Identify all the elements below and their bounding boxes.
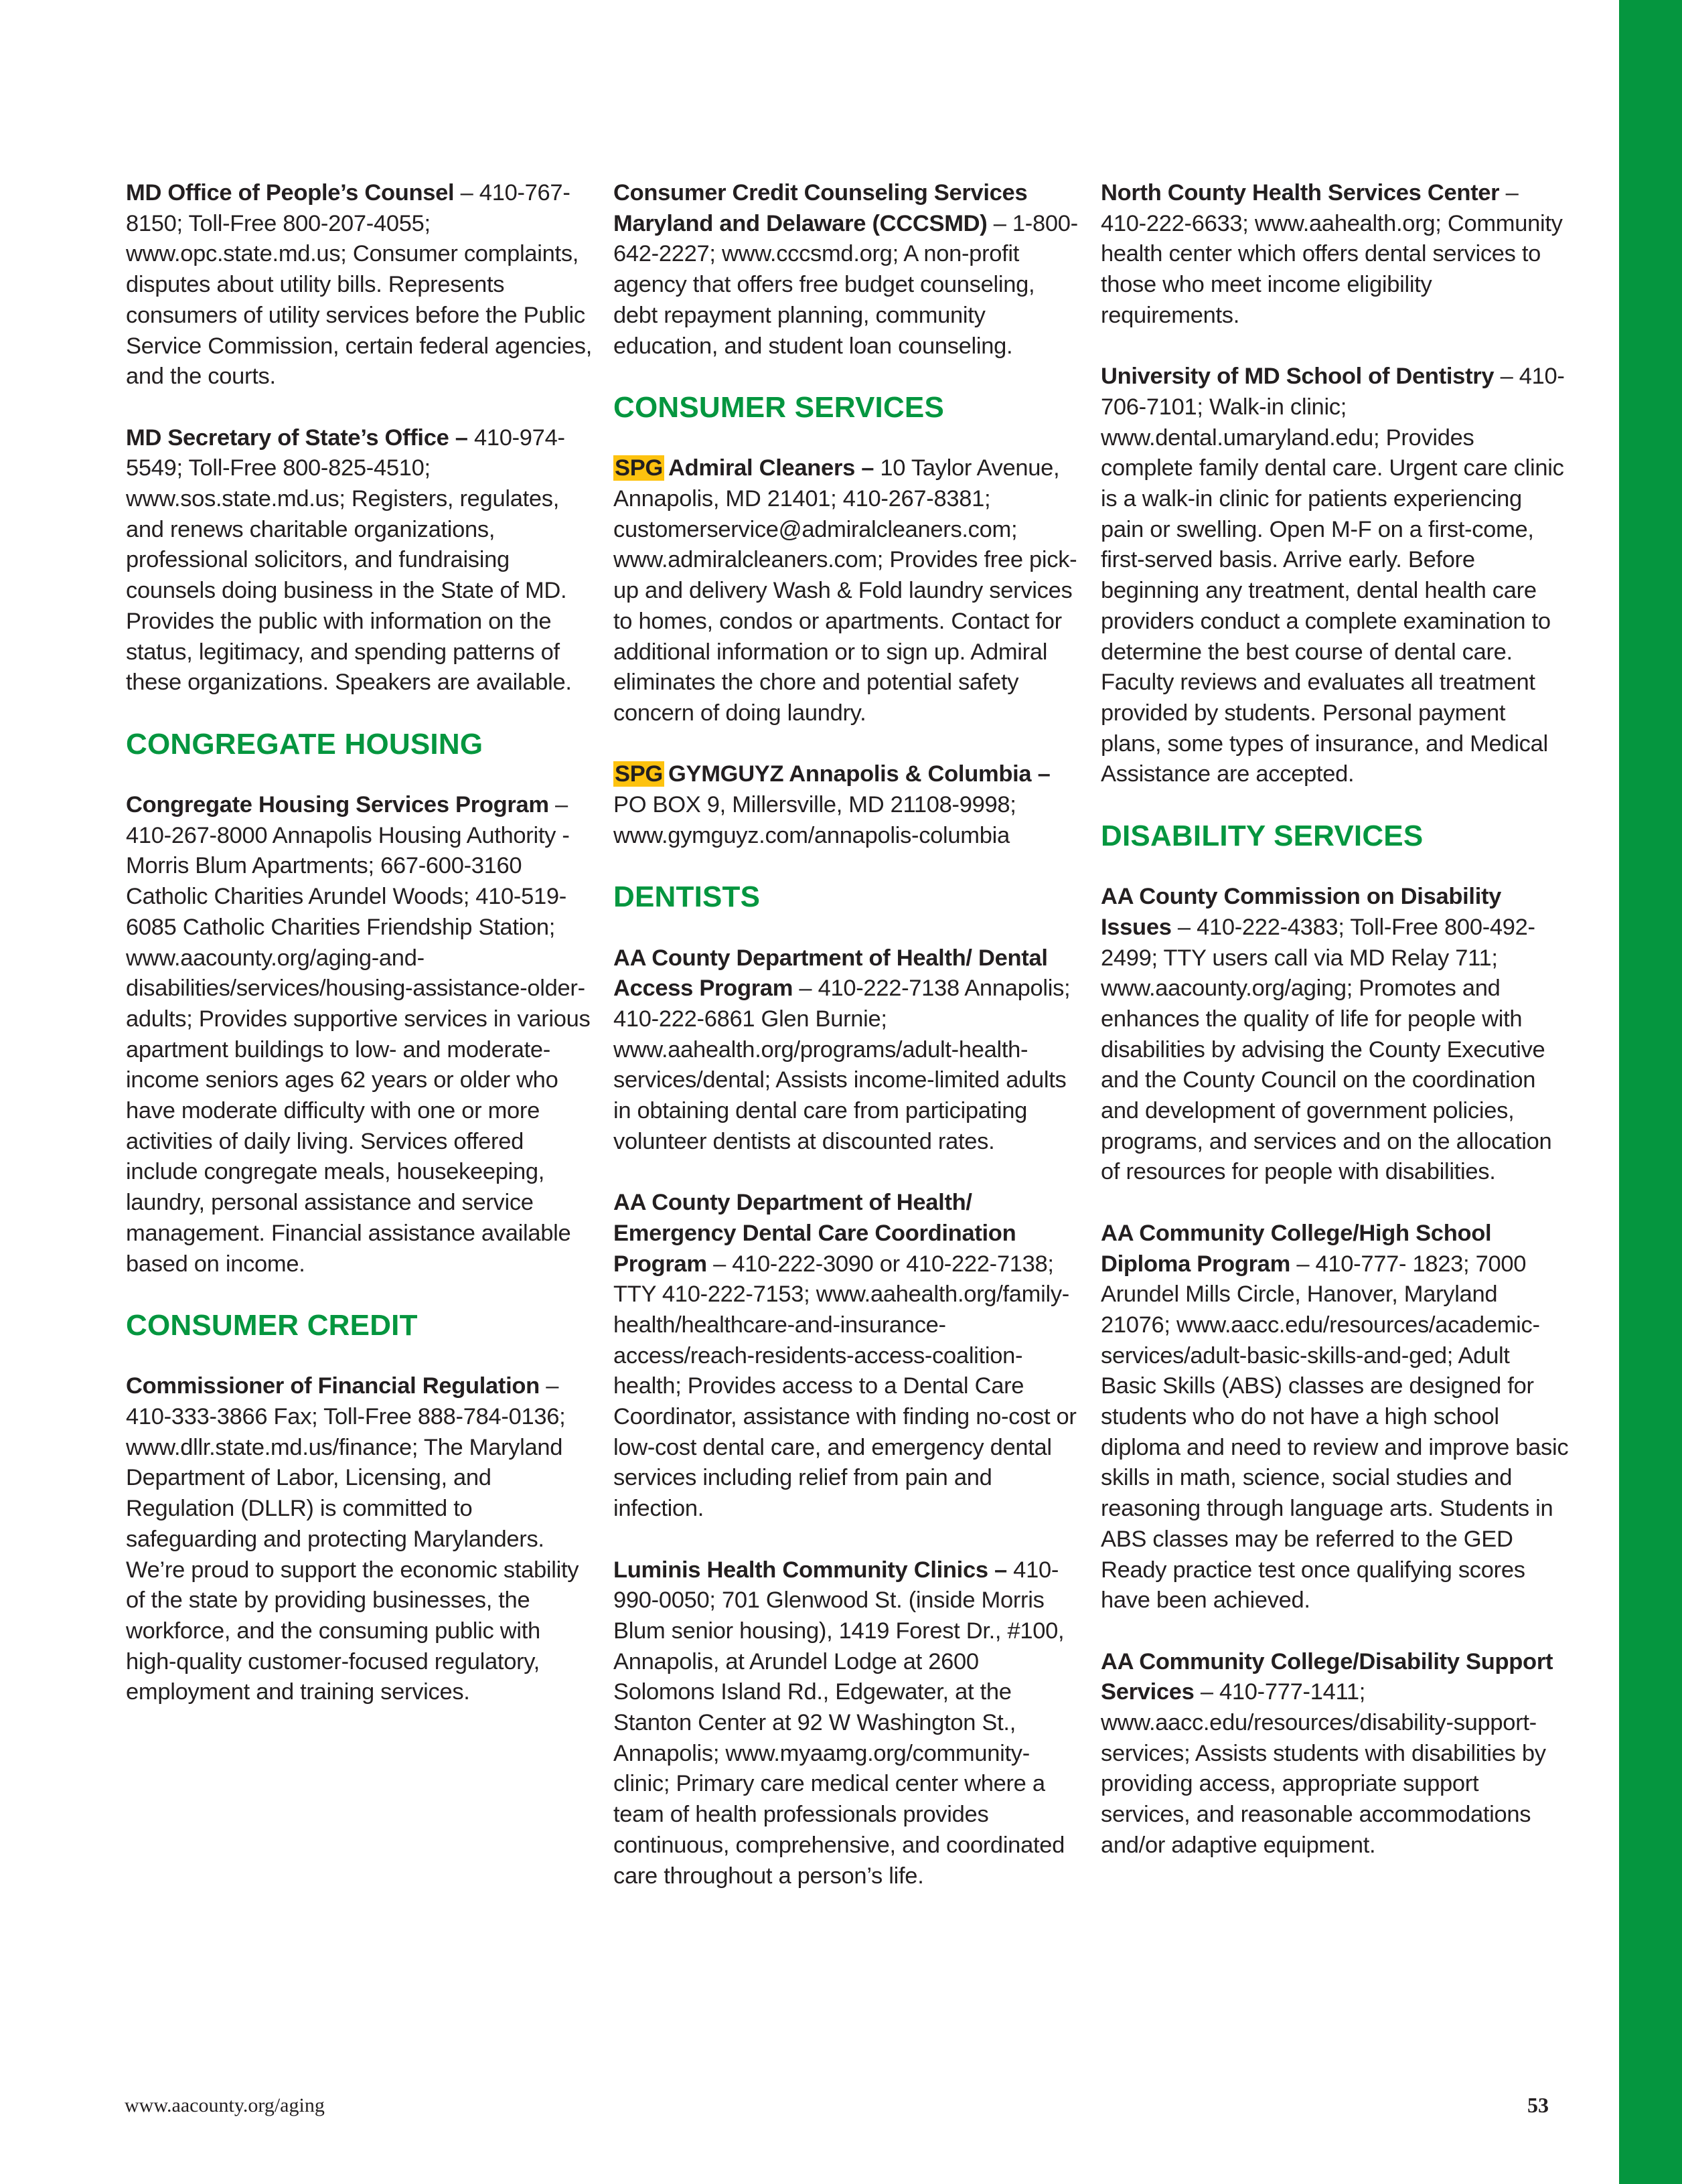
column-1 <box>126 178 595 1739</box>
entry-text: – 410-222-7138 Annapolis; 410-222-6861 Glen Burnie; www.aahealth.org/programs/adult-health-services/dental; Assists income-limited adults in obtaining dental care from participating volunteer dentists at discounted rates. <box>613 976 1071 1154</box>
entry-text: – 410-777-1411; www.aacc.edu/resources/disability-support-services; Assists students with disabilities by providing access, appropriate support services, and reasonable accommodations and/or adaptive equipment. <box>1101 1679 1546 1858</box>
section-heading-disability-services: DISABILITY SERVICES <box>1101 819 1424 852</box>
entry-cccsmd <box>613 178 1082 362</box>
entry-umd-school-of-dentistry <box>1101 362 1570 790</box>
entry-name: Consumer Credit Counseling Services Maryland and Delaware (CCCSMD) <box>613 180 1028 236</box>
entry-text: – 1-800-642-2227; www.cccsmd.org; A non-profit agency that offers free budget counseling, debt repayment planning, community education, and student loan counseling. <box>613 210 1078 359</box>
footer-url: www.aacounty.org/aging <box>125 2094 325 2116</box>
entry-text: 410-990-0050; 701 Glenwood St. (inside Morris Blum senior housing), 1419 Forest Dr., #100, Annapolis, at Arundel Lodge at 2600 Solomons Island Rd., Edgewater, at the Stanton Center at 92 W Washington St., Annapolis; www.myaamg.org/community-clinic; Primary care medical center where a team of health professionals provides continuous, comprehensive, and coordinated care throughout a person’s life. <box>613 1557 1065 1889</box>
entry-luminis-health-clinics <box>613 1555 1082 1892</box>
entry-name: AA County Department of Health/ Emergency Dental Care Coordination Program <box>613 1190 1016 1277</box>
entry-text: 410-974-5549; Toll-Free 800-825-4510; www.sos.state.md.us; Registers, regulates, and renews charitable organizations, professional solicitors, and fundraising counsels doing business in the State of MD. Provides the public with information on the status, legitimacy, and spending patterns of these organizations. Speakers are available. <box>126 424 572 696</box>
column-2 <box>613 178 1082 1922</box>
entry-name: Luminis Health Community Clinics – <box>613 1557 1007 1583</box>
section-heading-dentists: DENTISTS <box>613 880 761 914</box>
entry-md-office-peoples-counsel <box>126 178 595 392</box>
spg-badge: SPG <box>615 455 663 481</box>
page-number: 53 <box>1527 2093 1549 2117</box>
section-heading-congregate-housing: CONGREGATE HOUSING <box>126 727 483 761</box>
entry-text: – 410-767-8150; Toll-Free 800-207-4055; www.opc.state.md.us; Consumer complaints, disputes about utility bills. Represents consumers of utility services before the Public Service Commission, certain federal agencies, and the courts. <box>126 180 592 390</box>
entry-name: Congregate Housing Services Program <box>126 792 549 818</box>
entry-aacc-high-school-diploma <box>1101 1219 1570 1616</box>
section-heading-consumer-services: CONSUMER SERVICES <box>613 390 945 424</box>
entry-aacc-disability-support <box>1101 1647 1570 1861</box>
entry-name: AA Community College/Disability Support Services <box>1101 1648 1553 1705</box>
entry-text: – 410-267-8000 Annapolis Housing Authority - Morris Blum Apartments; 667-600-3160 Catholic Charities Arundel Woods; 410-519-6085 Catholic Charities Friendship Station; www.aacounty.org/aging-and-disabilities/services/housing-assistance-older-adults; Provides supportive services in various apartment buildings to low- and moderate-income seniors ages 62 years or older who have moderate difficulty with one or more activities of daily living. Services offered include congregate meals, housekeeping, laundry, personal assistance and service management. Financial assistance available based on income. <box>126 792 591 1277</box>
entry-text: – 410-333-3866 Fax; Toll-Free 888-784-0136; www.dllr.state.md.us/finance; The Maryland Department of Labor, Licensing, and Regulation (DLLR) is committed to safeguarding and protecting Marylanders. We’re proud to support the economic stability of the state by providing businesses, the workforce, and the consuming public with high-quality customer-focused regulatory, employment and training services. <box>126 1373 579 1705</box>
entry-text: – 410-777- 1823; 7000 Arundel Mills Circle, Hanover, Maryland 21076; www.aacc.edu/resources/academic-services/adult-basic-skills-and-ged; Adult Basic Skills (ABS) classes are designed for students who do not have a high school diploma and need to review and improve basic skills in math, science, social studies and reasoning through language arts. Students in ABS classes may be referred to the GED Ready practice test once qualifying scores have been achieved. <box>1101 1251 1569 1614</box>
entry-text: 10 Taylor Avenue, Annapolis, MD 21401; 410-267-8381; customerservice@admiralcleaners.com; www.admiralcleaners.com; Provides free pick-up and delivery Wash & Fold laundry services to homes, condos or apartments. Contact for additional information or to sign up. Admiral eliminates the chore and potential safety concern of doing laundry. <box>613 455 1077 726</box>
entry-commissioner-financial-regulation <box>126 1371 595 1708</box>
entry-name: AA County Commission on Disability Issues <box>1101 884 1502 940</box>
entry-name: University of MD School of Dentistry <box>1101 364 1495 390</box>
entry-commission-on-disability <box>1101 882 1570 1188</box>
entry-name: MD Office of People’s Counsel <box>126 180 455 206</box>
entry-text: – 410-222-3090 or 410-222-7138; TTY 410-222-7153; www.aahealth.org/family-health/healthcare-and-insurance-access/reach-residents-access-coalition-health; Provides access to a Dental Care Coordinator, assistance with finding no-cost or low-cost dental care, and emergency dental services including relief from pain and infection. <box>613 1251 1077 1522</box>
entry-text: PO BOX 9, Millersville, MD 21108-9998; www.gymguyz.com/annapolis-columbia <box>613 792 1016 848</box>
entry-text: – 410-706-7101; Walk-in clinic; www.dental.umaryland.edu; Provides complete family dental care. Urgent care clinic is a walk-in clinic for patients experiencing pain or swelling. Open M-F on a first-come, first-served basis. Arrive early. Before beginning any treatment, dental health care providers conduct a complete examination to determine the best course of dental care. Faculty reviews and evaluates all treatment provided by students. Personal payment plans, some types of insurance, and Medical Assistance are accepted. <box>1101 364 1565 787</box>
entry-name: Commissioner of Financial Regulation <box>126 1373 540 1399</box>
entry-md-secretary-of-state <box>126 423 595 698</box>
section-heading-consumer-credit: CONSUMER CREDIT <box>126 1308 418 1342</box>
entry-name: GYMGUYZ Annapolis & Columbia – <box>668 761 1051 787</box>
spg-badge: SPG <box>615 761 663 787</box>
entry-name: AA County Department of Health/ Dental Access Program <box>613 945 1048 1002</box>
entry-gymguyz <box>613 759 1082 851</box>
entry-name: MD Secretary of State’s Office – <box>126 424 468 451</box>
entry-congregate-housing-services <box>126 790 595 1279</box>
entry-name: Admiral Cleaners – <box>668 455 874 481</box>
entry-emergency-dental-care <box>613 1188 1082 1525</box>
entry-admiral-cleaners <box>613 453 1082 728</box>
entry-text: – 410-222-6633; www.aahealth.org; Community health center which offers dental services to those who meet income eligibility requirements. <box>1101 180 1563 328</box>
entry-dental-access-program <box>613 943 1082 1158</box>
column-3 <box>1101 178 1570 1891</box>
entry-text: – 410-222-4383; Toll-Free 800-492-2499; TTY users call via MD Relay 711; www.aacounty.org/aging; Promotes and enhances the quality of life for people with disabilities by advising the County Executive and the County Council on the coordination and development of government policies, programs, and services and on the allocation of resources for people with disabilities. <box>1101 914 1552 1185</box>
entry-north-county-health <box>1101 178 1570 331</box>
entry-name: AA Community College/High School Diploma Program <box>1101 1220 1492 1277</box>
entry-name: North County Health Services Center <box>1101 180 1500 206</box>
green-edge-bar <box>1619 0 1682 2184</box>
